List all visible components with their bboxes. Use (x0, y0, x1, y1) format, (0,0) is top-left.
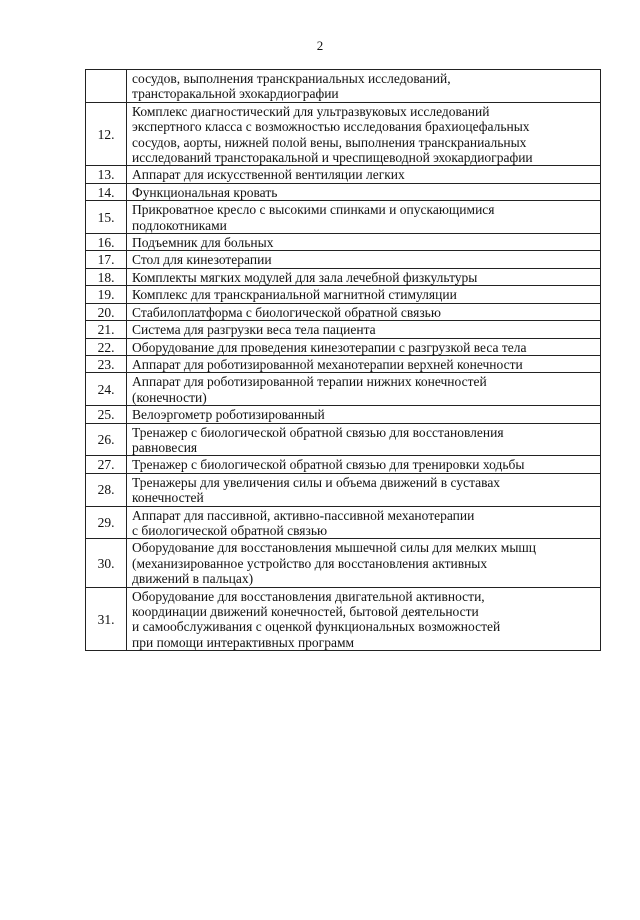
row-number: 27. (86, 456, 127, 473)
table-row (86, 303, 601, 320)
table-row (86, 406, 601, 423)
table-row (86, 166, 601, 183)
row-number: 24. (86, 373, 127, 406)
equipment-name: Велоэргометр роботизированный (127, 406, 601, 423)
equipment-name: Аппарат для роботизированной механотерапии верхней конечности (127, 355, 601, 372)
equipment-name: Оборудование для восстановления двигательной активности, координации движений конечностей, бытовой деятельности и самообслуживания с оценкой функциональных возможностей при помощи интерактивных программ (127, 587, 601, 651)
table-row (86, 423, 601, 456)
row-number: 23. (86, 355, 127, 372)
row-number: 19. (86, 286, 127, 303)
row-number: 29. (86, 506, 127, 539)
row-number: 21. (86, 321, 127, 338)
equipment-name: Прикроватное кресло с высокими спинками и опускающимися подлокотниками (127, 201, 601, 234)
table-row (86, 355, 601, 372)
equipment-name: Аппарат для пассивной, активно-пассивной механотерапии с биологической обратной связью (127, 506, 601, 539)
row-number: 15. (86, 201, 127, 234)
row-number: 17. (86, 251, 127, 268)
table-row (86, 506, 601, 539)
row-number: 25. (86, 406, 127, 423)
row-number: 13. (86, 166, 127, 183)
row-number: 30. (86, 539, 127, 587)
row-number: 18. (86, 268, 127, 285)
equipment-name: Система для разгрузки веса тела пациента (127, 321, 601, 338)
equipment-name: Тренажеры для увеличения силы и объема движений в суставах конечностей (127, 473, 601, 506)
equipment-name: Оборудование для восстановления мышечной силы для мелких мышц (механизированное устройство для восстановления активных движений в пальцах) (127, 539, 601, 587)
row-number: 14. (86, 183, 127, 200)
table-row (86, 70, 601, 103)
row-number (86, 70, 127, 103)
table-row (86, 473, 601, 506)
equipment-table-body (86, 70, 601, 651)
equipment-name: Стол для кинезотерапии (127, 251, 601, 268)
table-row (86, 183, 601, 200)
equipment-name: Подъемник для больных (127, 234, 601, 251)
equipment-name: сосудов, выполнения транскраниальных исследований, трансторакальной эхокардиографии (127, 70, 601, 103)
equipment-name: Оборудование для проведения кинезотерапии с разгрузкой веса тела (127, 338, 601, 355)
table-row (86, 373, 601, 406)
table-row (86, 251, 601, 268)
row-number: 16. (86, 234, 127, 251)
table-row (86, 234, 601, 251)
equipment-name: Аппарат для роботизированной терапии нижних конечностей (конечности) (127, 373, 601, 406)
equipment-table (85, 69, 601, 651)
equipment-name: Стабилоплатформа с биологической обратной связью (127, 303, 601, 320)
equipment-name: Комплекты мягких модулей для зала лечебной физкультуры (127, 268, 601, 285)
equipment-name: Тренажер с биологической обратной связью для восстановления равновесия (127, 423, 601, 456)
table-row (86, 102, 601, 166)
row-number: 12. (86, 102, 127, 166)
equipment-name: Тренажер с биологической обратной связью для тренировки ходьбы (127, 456, 601, 473)
table-row (86, 268, 601, 285)
equipment-name: Аппарат для искусственной вентиляции легких (127, 166, 601, 183)
table-row (86, 338, 601, 355)
equipment-name: Комплекс диагностический для ультразвуковых исследований экспертного класса с возможностью исследования брахиоцефальных сосудов, аорты, нижней полой вены, выполнения транскраниальных исследований трансторакальной и чреспищеводной эхокардиографии (127, 102, 601, 166)
row-number: 31. (86, 587, 127, 651)
table-row (86, 286, 601, 303)
table-row (86, 587, 601, 651)
equipment-name: Функциональная кровать (127, 183, 601, 200)
table-row (86, 539, 601, 587)
row-number: 22. (86, 338, 127, 355)
row-number: 20. (86, 303, 127, 320)
page-number: 2 (316, 38, 324, 53)
table-row (86, 321, 601, 338)
row-number: 26. (86, 423, 127, 456)
equipment-name: Комплекс для транскраниальной магнитной стимуляции (127, 286, 601, 303)
table-row (86, 201, 601, 234)
row-number: 28. (86, 473, 127, 506)
table-row (86, 456, 601, 473)
